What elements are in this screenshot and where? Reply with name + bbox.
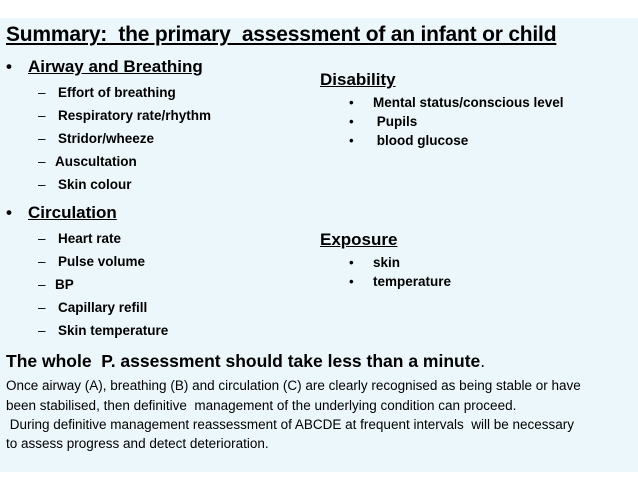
circulation-item: – Heart rate xyxy=(38,231,122,246)
circulation-item: – Skin temperature xyxy=(38,323,169,338)
slide-title: Summary: the primary assessment of an infant or child xyxy=(6,23,557,46)
exposure-heading: Exposure xyxy=(320,230,398,249)
bullet-icon: • xyxy=(349,114,354,129)
footer-line: Once airway (A), breathing (B) and circulation (C) are clearly recognised as being stable or have xyxy=(6,378,581,393)
disability-item: • Mental status/conscious level xyxy=(349,95,564,110)
bullet-icon: • xyxy=(349,255,354,270)
bullet-icon: • xyxy=(6,203,12,222)
exposure-item: • skin xyxy=(349,255,401,270)
disability-item: • blood glucose xyxy=(349,133,469,148)
airway-item: – Auscultation xyxy=(38,154,137,169)
circulation-item: – Pulse volume xyxy=(38,254,146,269)
bullet-icon: • xyxy=(349,274,354,289)
bullet-icon: • xyxy=(349,95,354,110)
circulation-heading: • Circulation xyxy=(6,203,117,222)
footer-line: During definitive management reassessment of ABCDE at frequent intervals will be necessary xyxy=(6,417,575,432)
bullet-icon: • xyxy=(349,133,354,148)
airway-item: – Effort of breathing xyxy=(38,85,176,100)
footer-heading: The whole P. assessment should take less than a minute. xyxy=(6,351,486,371)
footer-line: been stabilised, then definitive management of the underlying condition can proceed. xyxy=(6,398,517,413)
bullet-icon: • xyxy=(6,57,12,76)
circulation-item: – BP xyxy=(38,277,74,292)
airway-item: – Stridor/wheeze xyxy=(38,131,155,146)
circulation-item: – Capillary refill xyxy=(38,300,148,315)
footer-line: to assess progress and detect deterioration. xyxy=(6,436,269,451)
airway-breathing-heading: • Airway and Breathing xyxy=(6,57,203,76)
slide xyxy=(0,18,638,472)
disability-heading: Disability xyxy=(320,70,396,89)
disability-item: • Pupils xyxy=(349,114,418,129)
airway-item: – Respiratory rate/rhythm xyxy=(38,108,212,123)
airway-item: – Skin colour xyxy=(38,177,132,192)
exposure-item: • temperature xyxy=(349,274,452,289)
